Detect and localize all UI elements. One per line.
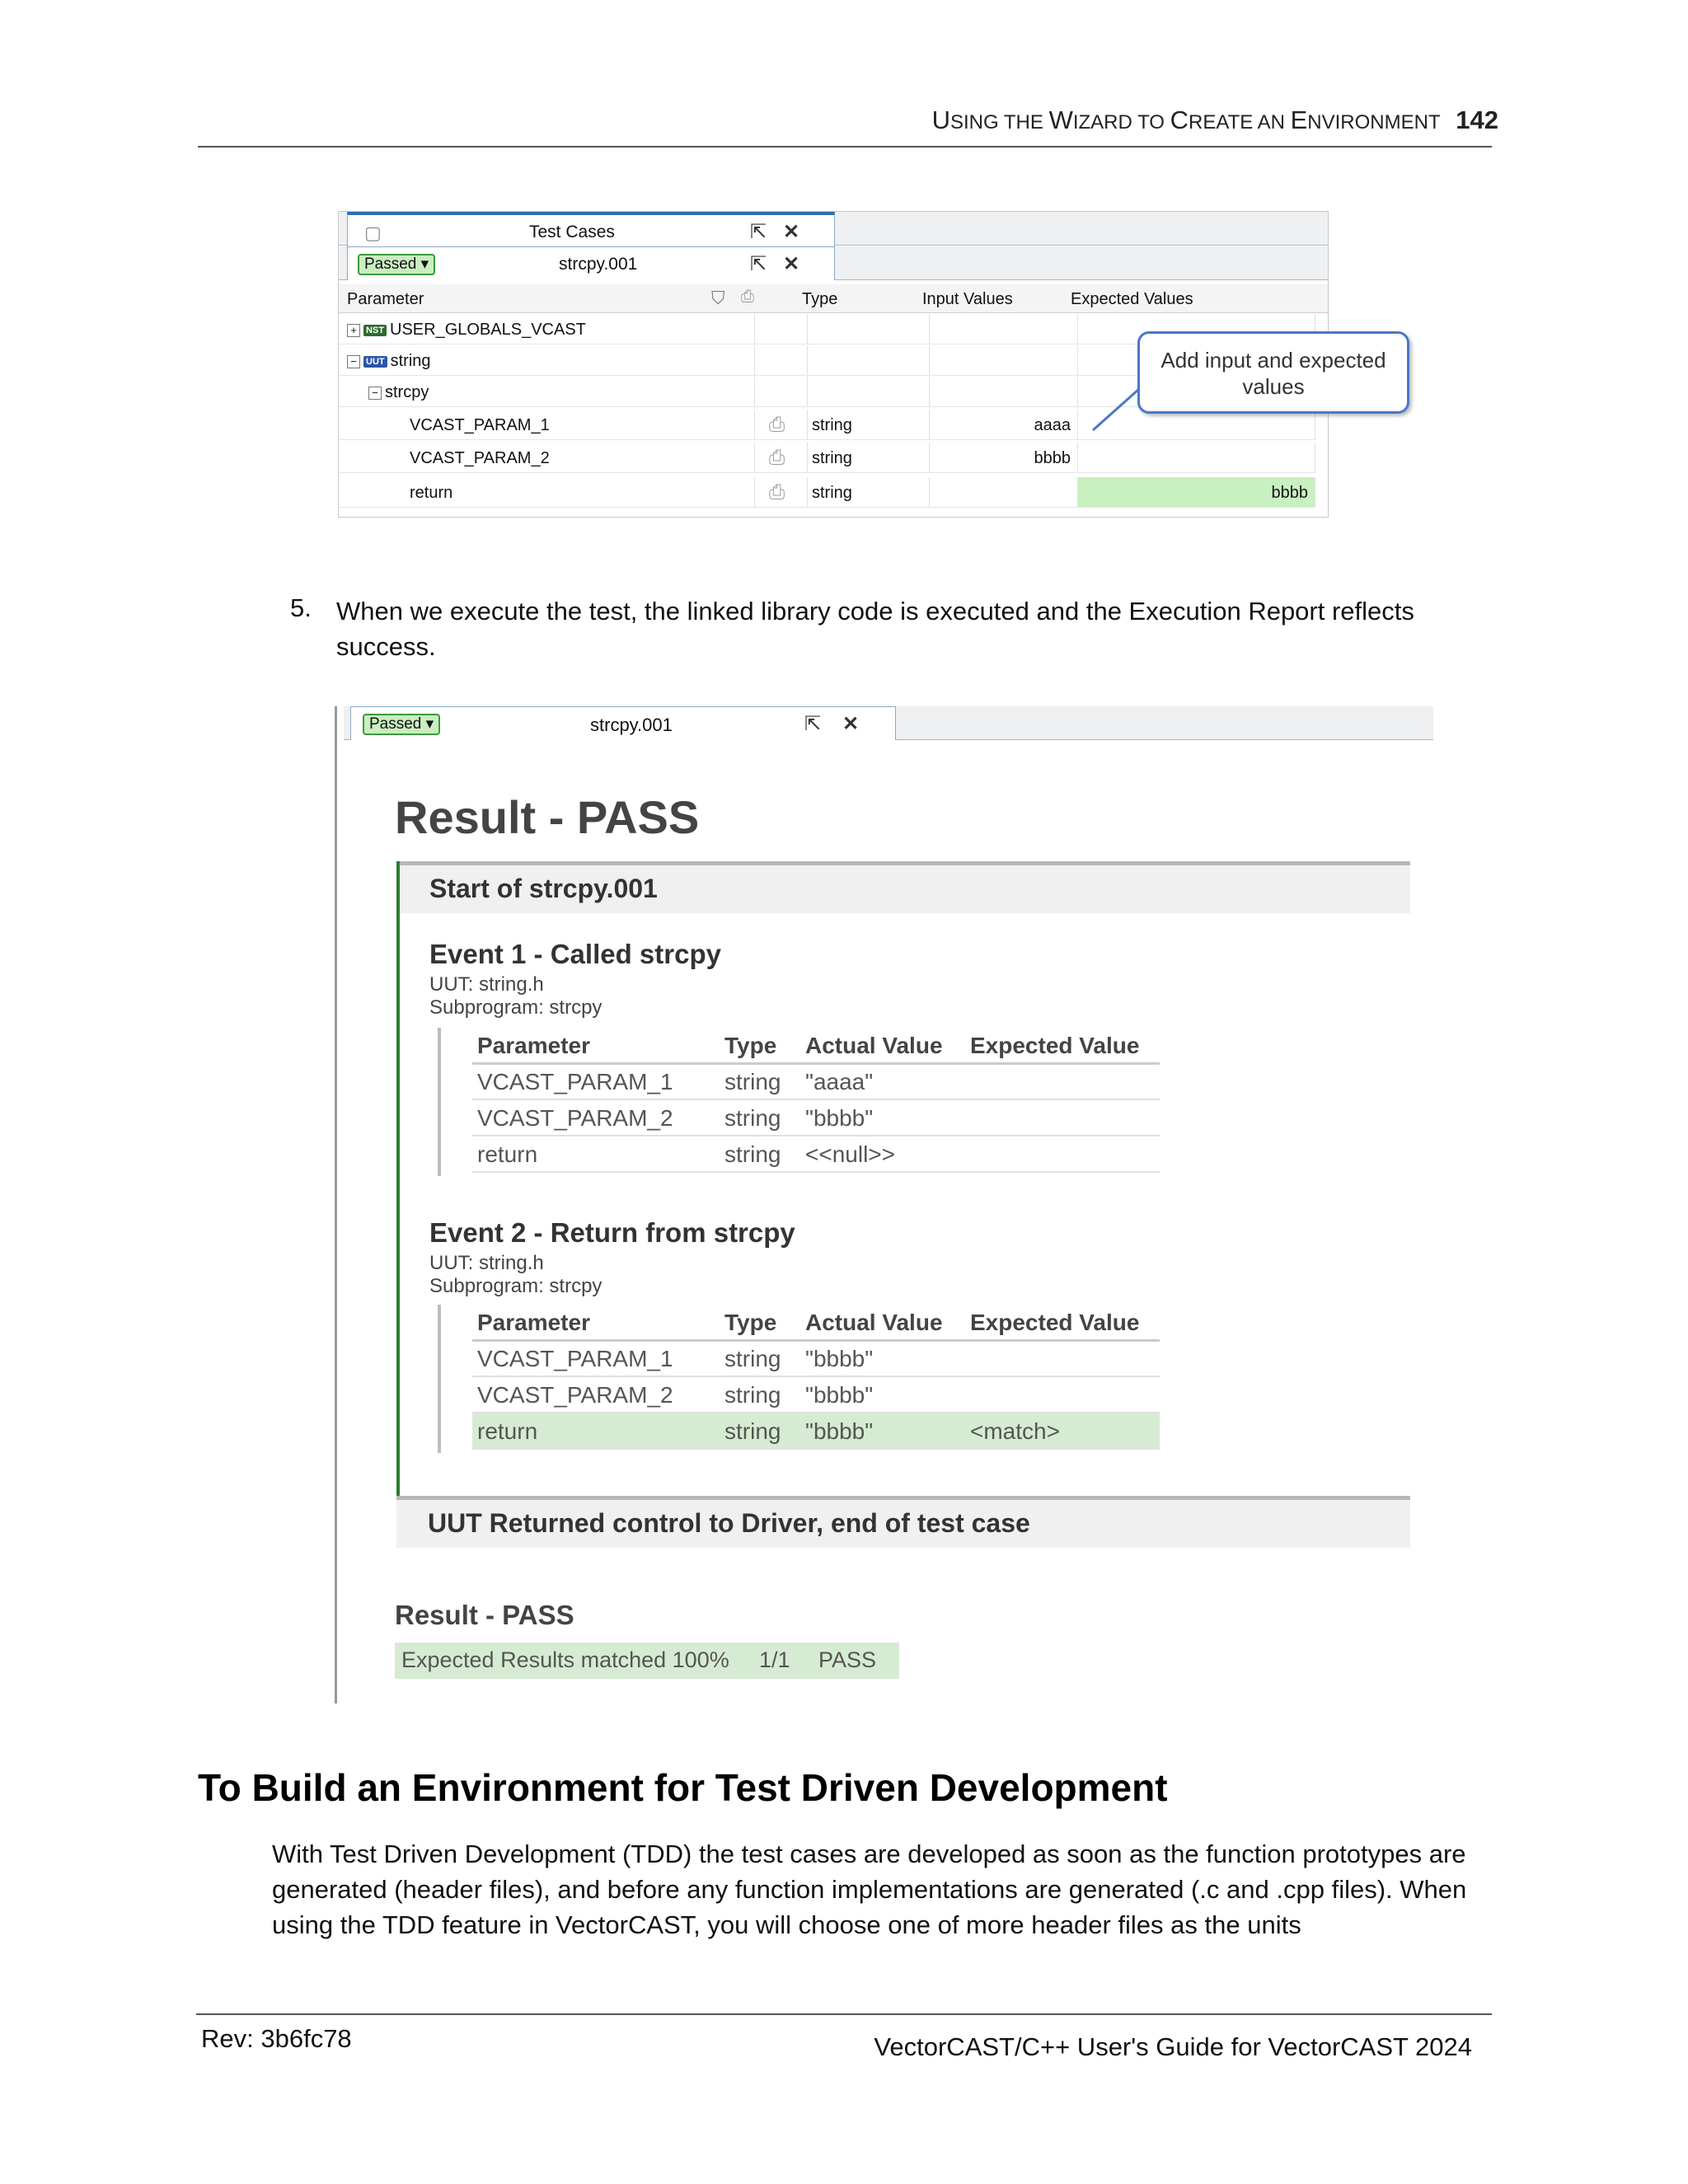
detach-icon[interactable]: ⇱ (750, 221, 767, 243)
event-1-uut: UUT: string.h (429, 973, 544, 996)
grid-header (339, 284, 1328, 313)
expand-icon[interactable]: + (347, 324, 360, 337)
printer-icon[interactable]: ⎙ (769, 447, 785, 469)
callout-line-1: Add input and expected (1160, 348, 1386, 373)
end-section-bar (396, 1496, 1410, 1548)
cell-param: return (477, 1141, 538, 1167)
tab-strcpy-001[interactable] (347, 246, 835, 280)
col-parameter: Parameter (477, 1033, 590, 1058)
cell-actual: "bbbb" (805, 1346, 874, 1371)
row-name: VCAST_PARAM_1 (410, 416, 550, 434)
printer-header-icon[interactable]: ⎙ (741, 288, 754, 306)
event-1-subprogram: Subprogram: strcpy (429, 996, 603, 1019)
table-row (472, 1064, 1160, 1100)
col-parameter: Parameter (347, 290, 424, 308)
passed-status-label: Passed (364, 255, 417, 273)
event-1-title: Event 1 - Called strcpy (429, 939, 721, 969)
table-row (472, 1137, 1160, 1173)
end-label: UUT Returned control to Driver, end of test case (428, 1508, 1030, 1538)
footer-divider (196, 2013, 1492, 2015)
row-type: string (812, 416, 852, 434)
row-type: string (812, 449, 852, 467)
col-type: Type (724, 1310, 777, 1335)
section-heading: To Build an Environment for Test Driven Development (198, 1766, 1168, 1809)
table-row[interactable] (339, 410, 1328, 441)
report-tabbar (344, 706, 1433, 740)
table-row (472, 1100, 1160, 1137)
summary-ratio: 1/1 (759, 1647, 790, 1672)
close-icon[interactable]: ✕ (783, 221, 800, 243)
cell-actual: "bbbb" (805, 1105, 874, 1131)
cell-expected: <match> (970, 1418, 1060, 1444)
event-2-title: Event 2 - Return from strcpy (429, 1217, 795, 1248)
col-expected-values: Expected Values (1071, 290, 1193, 308)
table-header (472, 1028, 1160, 1065)
summary-title: Result - PASS (395, 1600, 574, 1630)
execution-report-screenshot (335, 706, 1433, 1704)
footer-revision: Rev: 3b6fc78 (201, 2024, 352, 2053)
cell-type: string (724, 1141, 781, 1167)
detach-icon[interactable]: ⇱ (804, 713, 822, 735)
cell-actual: "bbbb" (805, 1418, 874, 1444)
row-name: return (410, 484, 453, 502)
row-expected[interactable]: bbbb (1271, 484, 1308, 502)
table-row-match (472, 1413, 1160, 1450)
cell-type: string (724, 1069, 781, 1094)
summary-label: Expected Results matched 100% (401, 1647, 729, 1672)
uut-badge: UUT (363, 356, 387, 368)
passed-status-label: Passed (369, 715, 422, 733)
col-type: Type (724, 1033, 777, 1058)
row-input[interactable]: bbbb (1034, 449, 1071, 467)
callout-bubble (1137, 331, 1409, 414)
passed-status-button[interactable]: Passed ▾ (358, 254, 435, 275)
result-title: Result - PASS (395, 791, 700, 843)
col-expected: Expected Value (970, 1033, 1140, 1058)
col-actual: Actual Value (805, 1033, 943, 1058)
table-row[interactable] (339, 477, 1328, 509)
footer-guide-title: VectorCAST/C++ User's Guide for VectorCAST 2024 (874, 2032, 1472, 2061)
section-marker (396, 861, 400, 1496)
event-2-uut: UUT: string.h (429, 1252, 544, 1274)
col-parameter: Parameter (477, 1310, 590, 1335)
printer-icon[interactable]: ⎙ (769, 414, 785, 436)
collapse-icon[interactable]: − (347, 355, 360, 368)
cell-param: VCAST_PARAM_2 (477, 1382, 673, 1408)
start-label: Start of strcpy.001 (429, 874, 658, 903)
row-name: VCAST_PARAM_2 (410, 449, 550, 467)
cell-param: VCAST_PARAM_1 (477, 1069, 673, 1094)
step-text: When we execute the test, the linked library code is executed and the Execution Report reflects success. (336, 597, 1414, 661)
cell-param: return (477, 1418, 538, 1444)
callout-pointer (1088, 387, 1146, 453)
header-title-text: USING THE WIZARD TO CREATE AN ENVIRONMENT (931, 105, 1441, 134)
collapse-icon[interactable]: − (368, 387, 382, 400)
detach-icon[interactable]: ⇱ (750, 253, 767, 275)
table-marker (438, 1028, 441, 1176)
report-body (337, 743, 1433, 1704)
row-input[interactable]: aaaa (1034, 416, 1071, 434)
table-row (472, 1341, 1160, 1377)
table-header (472, 1305, 1160, 1342)
document-icon: ▢ (364, 223, 382, 243)
tab-test-cases-label: Test Cases (529, 223, 615, 241)
start-section-bar (396, 861, 1410, 913)
cell-actual: "aaaa" (805, 1069, 874, 1094)
row-name: USER_GLOBALS_VCAST (390, 321, 586, 339)
filter-icon[interactable]: ⛉ (711, 288, 725, 308)
page-header-title (932, 105, 1498, 135)
row-name: strcpy (385, 383, 429, 401)
tab-strcpy-001[interactable] (350, 706, 896, 740)
cell-actual: <<null>> (805, 1141, 895, 1167)
close-icon[interactable]: ✕ (842, 713, 860, 735)
nst-badge: NST (363, 325, 387, 336)
testcase-tabbar (339, 246, 1328, 280)
table-row (472, 1377, 1160, 1413)
col-input-values: Input Values (922, 290, 1013, 308)
tab-testcase-label: strcpy.001 (590, 715, 673, 735)
header-divider (198, 146, 1492, 148)
callout-line-2: values (1242, 374, 1305, 399)
col-expected: Expected Value (970, 1310, 1140, 1335)
section-paragraph: With Test Driven Development (TDD) the test cases are developed as soon as the function prototypes are generated (header files), and before any function implementations are generated (.c and .cpp files). When using the TDD feature in VectorCAST, you will choose one of more header files as the units (272, 1840, 1467, 1939)
cell-param: VCAST_PARAM_1 (477, 1346, 673, 1371)
cell-actual: "bbbb" (805, 1382, 874, 1408)
cell-type: string (724, 1105, 781, 1131)
row-name: string (390, 352, 431, 370)
tab-testcase-label: strcpy.001 (559, 255, 638, 274)
event-2-subprogram: Subprogram: strcpy (429, 1275, 603, 1297)
tab-test-cases[interactable] (347, 212, 835, 248)
table-marker (438, 1305, 441, 1453)
printer-icon[interactable]: ⎙ (769, 481, 785, 504)
step-number: 5. (290, 593, 312, 622)
close-icon[interactable]: ✕ (783, 253, 800, 275)
summary-row (395, 1643, 899, 1679)
page-number: 142 (1456, 105, 1498, 134)
cell-type: string (724, 1418, 781, 1444)
table-row[interactable] (339, 443, 1328, 474)
summary-status: PASS (818, 1647, 877, 1672)
col-actual: Actual Value (805, 1310, 943, 1335)
passed-status-button[interactable]: Passed ▾ (363, 714, 440, 735)
cell-param: VCAST_PARAM_2 (477, 1105, 673, 1131)
col-type: Type (802, 290, 838, 308)
row-type: string (812, 484, 852, 502)
test-cases-tabbar (339, 212, 1328, 246)
cell-type: string (724, 1346, 781, 1371)
cell-type: string (724, 1382, 781, 1408)
